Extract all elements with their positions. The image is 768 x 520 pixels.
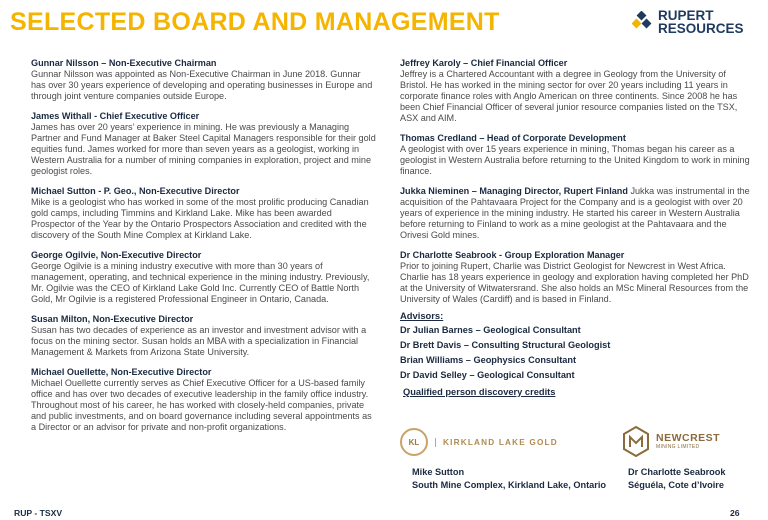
- advisor-item: Brian Williams – Geophysics Consultant: [400, 354, 577, 365]
- bio-name: Gunnar Nilsson – Non-Executive Chairman: [31, 58, 217, 68]
- bio-entry: [31, 367, 376, 432]
- bio-text: Jeffrey is a Chartered Accountant with a degree in Geology from the University of Bristol. He has worked in the mining sector for over 20 years including 11 years in corporate finance roles with Anglo American on three continents. Since 2008 he has been Chief Financial Officer of several junior resource companies listed on the TSX, ASX and AIM.: [400, 68, 738, 123]
- advisor-item: Dr Julian Barnes – Geological Consultant: [400, 324, 581, 335]
- page-title: SELECTED BOARD AND MANAGEMENT: [10, 8, 500, 36]
- bio-text: Prior to joining Rupert, Charlie was District Geologist for Newcrest in West Africa. Charlie has 18 years experience in geology and exploration having completed her PhD at the University of Witwatersrand. She also holds an MSc Mineral Resources from the University of Wales (Cardiff) and is based in Finland.: [400, 261, 749, 304]
- newcrest-logo-text: NEWCREST: [656, 432, 721, 444]
- kl-emblem-icon: KL: [400, 428, 428, 456]
- bio-text: Gunnar Nilsson was appointed as Non-Executive Chairman in June 2018. Gunnar has over 30 years experience of developing and operating businesses in Europe and through joint venture companies outside Europe.: [31, 68, 373, 101]
- bio-name: James Withall - Chief Executive Officer: [31, 111, 200, 122]
- bio-entry: [400, 186, 750, 241]
- bio-name: Jeffrey Karoly – Chief Financial Officer: [400, 58, 568, 68]
- page-number: 26: [730, 508, 740, 518]
- bio-entry: [31, 111, 376, 176]
- logo-line1: RUPERT: [658, 8, 714, 23]
- newcrest-emblem-icon: [622, 425, 650, 457]
- credit-person-1: [412, 466, 606, 492]
- bio-name: Dr Charlotte Seabrook - Group Exploration Manager: [400, 250, 625, 261]
- bio-text: George Ogilvie is a mining industry executive with more than 30 years of management, operating, and technical experience in the mining industry. Previously, Mr. Ogilvie was the CEO of Kirkland Lake Gold Inc. Currently CEO of Battle North Gold, Mr Ogilvie is a registered Professional Engineer in Ontario, Canada.: [31, 261, 370, 304]
- bio-name: Michael Ouellette, Non-Executive Director: [31, 367, 212, 378]
- bio-name: Susan Milton, Non-Executive Director: [31, 314, 194, 325]
- advisors-heading: Advisors:: [400, 309, 444, 321]
- bio-entry: [31, 250, 376, 305]
- newcrest-logo: [622, 425, 720, 457]
- rupert-diamond-icon: [632, 11, 654, 33]
- credit-person-detail: Séguéla, Cote d’Ivoire: [628, 480, 724, 490]
- bio-name: Jukka Nieminen – Managing Director, Rupert Finland: [400, 186, 628, 197]
- kirkland-lake-logo: [400, 428, 558, 456]
- bio-entry: [400, 133, 750, 177]
- credit-person-detail: South Mine Complex, Kirkland Lake, Ontario: [412, 480, 606, 490]
- bio-entry: [31, 58, 376, 102]
- advisor-item: Dr Brett Davis – Consulting Structural Geologist: [400, 339, 611, 350]
- credit-person-name: Dr Charlotte Seabrook: [628, 467, 726, 477]
- left-column: [31, 58, 376, 442]
- logo-line2: RESOURCES: [658, 21, 744, 36]
- bio-name: George Ogilvie, Non-Executive Director: [31, 250, 202, 261]
- right-column: [400, 58, 750, 398]
- bio-text: Susan has two decades of experience as an investor and investment advisor with a focus on the mining sector. Susan holds an MBA with a specialization in Financial Management & Markets from Arizona State University.: [31, 325, 367, 357]
- credit-person-name: Mike Sutton: [412, 467, 465, 477]
- bio-name: Michael Sutton - P. Geo., Non-Executive Director: [31, 186, 240, 197]
- company-logo: [632, 9, 744, 35]
- bio-text: Michael Ouellette currently serves as Chief Executive Officer for a US-based family office and has over two decades of executive leadership in the family office industry. Throughout most of his career, he has worked with closely-held companies, private and public investments, and on board governance including several appointments as a Director or an advisor for private and non-profit organizations.: [31, 378, 372, 432]
- bio-entry: [400, 58, 750, 123]
- bio-entry: [31, 186, 376, 241]
- kl-logo-text: KIRKLAND LAKE GOLD: [435, 438, 558, 447]
- footer-ticker: RUP - TSXV: [14, 508, 63, 518]
- bio-name: Thomas Credland – Head of Corporate Development: [400, 132, 626, 143]
- bio-text: A geologist with over 15 years experience in mining, Thomas began his career as a geologist in Western Australia before returning to the United Kingdom to work in mining finance.: [400, 143, 750, 176]
- newcrest-logo-sub: MINING LIMITED: [656, 444, 700, 450]
- advisor-item: Dr David Selley – Geological Consultant: [400, 369, 575, 380]
- bio-text: Jukka was instrumental in the acquisition of the Pahtavaara Project for the Company and is a geologist with over 20 years of experience in the mining industry. He started his career in Western Australia before returning to Finland to work as a mine geologist at the Pahtavaara and the Orivesi Gold mines.: [400, 186, 750, 240]
- bio-text: James has over 20 years’ experience in mining. He was previously a Managing Partner and Fund Manager at Baker Steel Capital Managers responsible for their gold equities fund. James worked for more than seven years as a geologist, working in Western Australia for a number of mining companies in exploration, project and mine geologist roles.: [31, 122, 376, 176]
- bio-entry: [400, 250, 750, 305]
- credit-person-2: [628, 466, 726, 492]
- bio-text: Mike is a geologist who has worked in some of the most prolific producing Canadian gold camps, including Timmins and Kirkland Lake. Mike has been awarded Prospector of the Year by the Ontario Prospectors Association and credited with the discovery of the South Mine Complex at Kirkland Lake.: [31, 196, 369, 240]
- qualified-person-heading: Qualified person discovery credits: [403, 386, 556, 397]
- bio-entry: [31, 314, 376, 358]
